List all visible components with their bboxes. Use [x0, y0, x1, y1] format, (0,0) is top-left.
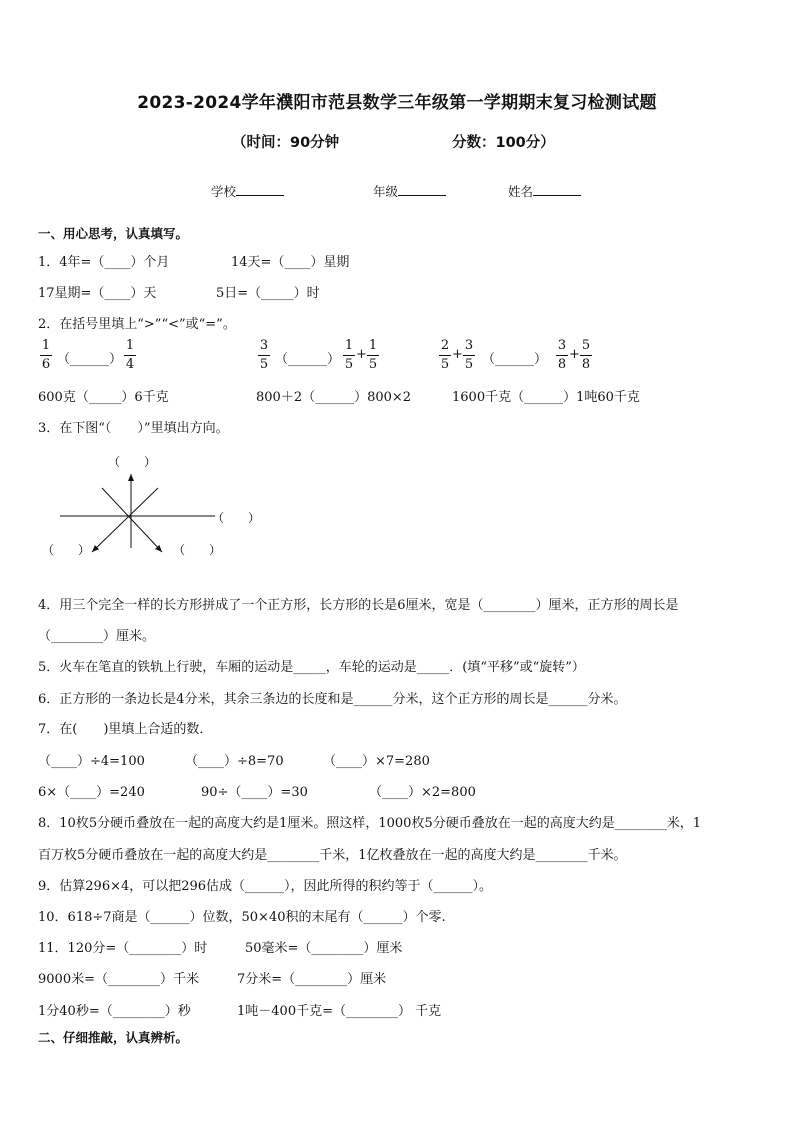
q2-blank-3: （______） [482, 352, 548, 367]
frac-den: 5 [344, 357, 354, 372]
frac-den: 8 [557, 357, 567, 372]
label-top: （ ） [108, 455, 157, 469]
grade-blank [398, 183, 446, 196]
fraction-3-5-b [463, 338, 475, 373]
q2-blank-1: （______） [57, 352, 123, 367]
frac-num: 1 [344, 338, 354, 353]
fraction-2-5 [439, 338, 451, 373]
school-label: 学校 [211, 184, 237, 199]
name-label: 姓名 [508, 184, 534, 199]
fraction-1-5-b [367, 338, 379, 373]
section2-title: 二、仔细推敲，认真辨析。 [38, 1030, 189, 1045]
q2-row2-b: 800＋2（______）800×2 [256, 390, 412, 405]
frac-num: 3 [557, 338, 567, 353]
frac-num: 1 [368, 338, 378, 353]
fraction-1-6 [40, 338, 52, 373]
fraction-3-8 [556, 338, 568, 373]
q4-line2: （________）厘米。 [38, 629, 156, 644]
grade-label: 年级 [373, 184, 399, 199]
fraction-5-8 [580, 338, 592, 373]
q11-f: 1吨－400千克=（________） 千克 [237, 1004, 442, 1019]
fraction-3-5 [258, 338, 270, 373]
direction-diagram [40, 452, 280, 564]
q8-line1: 8．10枚5分硬币叠放在一起的高度大约是1厘米。照这样，1000枚5分硬币叠放在一起的高度大约是________米，1 [38, 816, 701, 831]
southeast-arrow [102, 488, 162, 552]
q9-text: 9．估算296×4，可以把296估成（______），因此所得的积约等于（______）。 [38, 879, 493, 894]
q2-row2-c: 1600千克（______）1吨60千克 [452, 390, 640, 405]
name-field [508, 182, 581, 200]
q11-a: 11．120分=（________）时 [38, 941, 208, 956]
exam-score: 分数：100分） [452, 135, 555, 151]
southwest-arrow [92, 488, 158, 552]
section1-title: 一、用心思考，认真填写。 [38, 226, 189, 241]
q7-a: （____）÷4=100 [38, 754, 145, 769]
frac-num: 1 [125, 338, 135, 353]
q2-row2-a: 600克（_____）6千克 [38, 390, 169, 405]
frac-den: 5 [368, 357, 378, 372]
fraction-1-5-a [343, 338, 355, 373]
q7-c: （____）×7=280 [323, 754, 430, 769]
label-right: （ ） [212, 511, 261, 525]
plus-sign: + [356, 347, 367, 362]
frac-num: 1 [41, 338, 51, 353]
plus-sign: + [452, 347, 463, 362]
grade-field [373, 182, 446, 200]
fraction-1-4 [124, 338, 136, 373]
frac-den: 5 [440, 357, 450, 372]
frac-den: 8 [581, 357, 591, 372]
frac-num: 5 [581, 338, 591, 353]
q7-e: 90÷（____）=30 [201, 785, 308, 800]
school-blank [236, 183, 284, 196]
q7-f: （____）×2=800 [369, 785, 476, 800]
frac-den: 5 [464, 357, 474, 372]
q2-stem: 2．在括号里填上“>”“<”或“=”。 [38, 317, 236, 332]
q7-b: （____）÷8=70 [185, 754, 284, 769]
q1-d: 5日=（_____）时 [216, 286, 320, 301]
page-title: 2023-2024学年濮阳市范县数学三年级第一学期期末复习检测试题 [137, 93, 657, 113]
q11-b: 50毫米=（________）厘米 [245, 941, 403, 956]
q11-e: 1分40秒=（________）秒 [38, 1004, 191, 1019]
q10-text: 10．618÷7商是（______）位数，50×40积的末尾有（______）个零. [38, 910, 446, 925]
q11-c: 9000米=（________）千米 [38, 972, 199, 987]
label-bottom-left: （ ） [42, 543, 91, 557]
q6-text: 6．正方形的一条边长是4分米，其余三条边的长度和是______分米，这个正方形的周长是______分米。 [38, 692, 627, 707]
label-bottom-right: （ ） [173, 543, 222, 557]
frac-num: 3 [259, 338, 269, 353]
q1-c: 17星期=（____）天 [38, 286, 157, 301]
q8-line2: 百万枚5分硬币叠放在一起的高度大约是________千米，1亿枚叠放在一起的高度大约是________千米。 [38, 848, 627, 863]
school-field [211, 182, 284, 200]
q1-a: 1．4年=（____）个月 [38, 255, 170, 270]
q5-text: 5．火车在笔直的铁轨上行驶，车厢的运动是_____，车轮的运动是_____．(填“平移”或“旋转”） [38, 660, 585, 675]
name-blank [533, 183, 581, 196]
q2-blank-2: （______） [275, 352, 341, 367]
frac-num: 3 [464, 338, 474, 353]
q3-stem: 3．在下图“（ ）”里填出方向。 [38, 421, 229, 436]
plus-sign: + [569, 347, 580, 362]
frac-den: 4 [125, 357, 135, 372]
exam-time: （时间：90分钟 [232, 135, 340, 151]
frac-den: 6 [41, 357, 51, 372]
q11-d: 7分米=（________）厘米 [237, 972, 387, 987]
q7-stem: 7．在( )里填上合适的数． [38, 722, 213, 737]
frac-num: 2 [440, 338, 450, 353]
frac-den: 5 [259, 357, 269, 372]
q1-b: 14天=（____）星期 [231, 255, 350, 270]
q4-line1: 4．用三个完全一样的长方形拼成了一个正方形，长方形的长是6厘米，宽是（________）厘米，正方形的周长是 [38, 598, 679, 613]
q7-d: 6×（____）=240 [38, 785, 145, 800]
